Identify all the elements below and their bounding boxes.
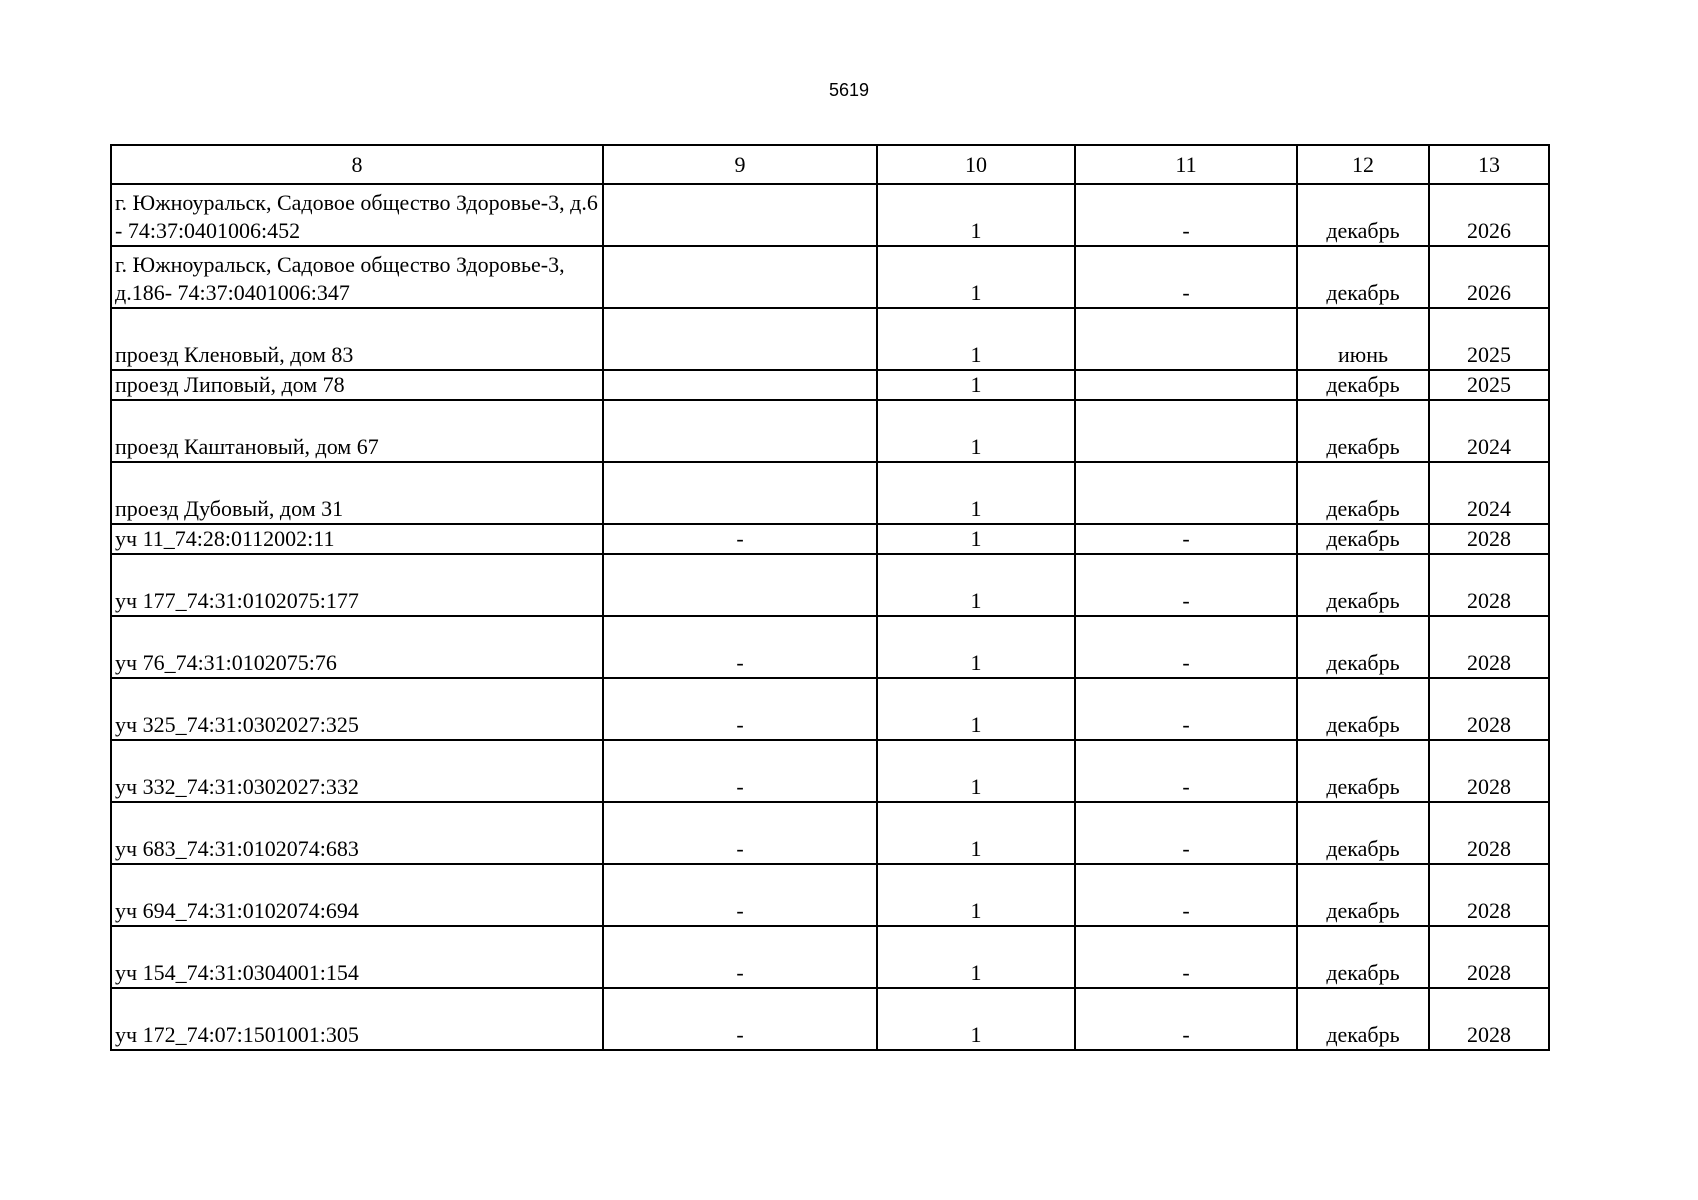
address-cell: уч 325_74:31:0302027:325 <box>111 678 603 740</box>
col10-cell: 1 <box>877 246 1075 308</box>
col10-cell: 1 <box>877 616 1075 678</box>
col10-cell: 1 <box>877 462 1075 524</box>
year-cell: 2028 <box>1429 926 1549 988</box>
col11-cell: - <box>1075 524 1297 554</box>
year-cell: 2024 <box>1429 400 1549 462</box>
year-cell: 2026 <box>1429 184 1549 246</box>
col9-cell: - <box>603 988 877 1050</box>
col11-cell: - <box>1075 988 1297 1050</box>
year-cell: 2028 <box>1429 864 1549 926</box>
col9-cell <box>603 370 877 400</box>
table-row <box>111 184 1549 246</box>
month-cell: декабрь <box>1297 524 1429 554</box>
col10-cell: 1 <box>877 554 1075 616</box>
year-cell: 2028 <box>1429 988 1549 1050</box>
month-cell: декабрь <box>1297 184 1429 246</box>
address-cell: проезд Липовый, дом 78 <box>111 370 603 400</box>
year-cell: 2024 <box>1429 462 1549 524</box>
year-cell: 2028 <box>1429 554 1549 616</box>
table-row <box>111 524 1549 554</box>
col9-cell <box>603 246 877 308</box>
address-cell: проезд Дубовый, дом 31 <box>111 462 603 524</box>
month-cell: декабрь <box>1297 926 1429 988</box>
table-row <box>111 864 1549 926</box>
col9-cell <box>603 400 877 462</box>
month-cell: декабрь <box>1297 400 1429 462</box>
col11-cell: - <box>1075 802 1297 864</box>
column-header: 9 <box>603 145 877 184</box>
col11-cell: - <box>1075 678 1297 740</box>
col9-cell: - <box>603 678 877 740</box>
col10-cell: 1 <box>877 400 1075 462</box>
col9-cell <box>603 554 877 616</box>
table-row <box>111 616 1549 678</box>
col9-cell <box>603 462 877 524</box>
address-cell: уч 76_74:31:0102075:76 <box>111 616 603 678</box>
col11-cell: - <box>1075 864 1297 926</box>
col10-cell: 1 <box>877 370 1075 400</box>
month-cell: декабрь <box>1297 370 1429 400</box>
month-cell: декабрь <box>1297 678 1429 740</box>
col10-cell: 1 <box>877 524 1075 554</box>
year-cell: 2028 <box>1429 616 1549 678</box>
col9-cell: - <box>603 740 877 802</box>
column-header: 8 <box>111 145 603 184</box>
table-row <box>111 462 1549 524</box>
month-cell: декабрь <box>1297 802 1429 864</box>
address-cell: уч 332_74:31:0302027:332 <box>111 740 603 802</box>
col10-cell: 1 <box>877 740 1075 802</box>
year-cell: 2028 <box>1429 802 1549 864</box>
col10-cell: 1 <box>877 184 1075 246</box>
address-cell: проезд Каштановый, дом 67 <box>111 400 603 462</box>
table-row <box>111 554 1549 616</box>
header-row <box>111 145 1549 184</box>
col11-cell: - <box>1075 740 1297 802</box>
table-body <box>111 145 1549 1050</box>
col10-cell: 1 <box>877 926 1075 988</box>
address-cell: г. Южноуральск, Садовое общество Здоровье-3, д.186- 74:37:0401006:347 <box>111 246 603 308</box>
col11-cell: - <box>1075 926 1297 988</box>
year-cell: 2025 <box>1429 370 1549 400</box>
year-cell: 2028 <box>1429 524 1549 554</box>
col11-cell: - <box>1075 554 1297 616</box>
month-cell: декабрь <box>1297 740 1429 802</box>
table-row <box>111 740 1549 802</box>
col9-cell: - <box>603 926 877 988</box>
column-header: 11 <box>1075 145 1297 184</box>
year-cell: 2026 <box>1429 246 1549 308</box>
column-header: 13 <box>1429 145 1549 184</box>
table-row <box>111 926 1549 988</box>
table-row <box>111 246 1549 308</box>
col11-cell <box>1075 370 1297 400</box>
col10-cell: 1 <box>877 678 1075 740</box>
col11-cell: - <box>1075 246 1297 308</box>
address-cell: уч 694_74:31:0102074:694 <box>111 864 603 926</box>
month-cell: декабрь <box>1297 616 1429 678</box>
address-cell: г. Южноуральск, Садовое общество Здоровье-3, д.6 - 74:37:0401006:452 <box>111 184 603 246</box>
col9-cell: - <box>603 864 877 926</box>
month-cell: декабрь <box>1297 988 1429 1050</box>
table-row <box>111 802 1549 864</box>
col10-cell: 1 <box>877 988 1075 1050</box>
table-row <box>111 988 1549 1050</box>
month-cell: июнь <box>1297 308 1429 370</box>
address-cell: проезд Кленовый, дом 83 <box>111 308 603 370</box>
address-cell: уч 683_74:31:0102074:683 <box>111 802 603 864</box>
month-cell: декабрь <box>1297 246 1429 308</box>
col11-cell: - <box>1075 616 1297 678</box>
data-table <box>110 144 1550 1051</box>
col9-cell: - <box>603 616 877 678</box>
address-cell: уч 177_74:31:0102075:177 <box>111 554 603 616</box>
col11-cell: - <box>1075 184 1297 246</box>
col10-cell: 1 <box>877 308 1075 370</box>
address-cell: уч 11_74:28:0112002:11 <box>111 524 603 554</box>
table-row <box>111 400 1549 462</box>
page-number: 5619 <box>828 80 870 100</box>
col9-cell: - <box>603 524 877 554</box>
col11-cell <box>1075 462 1297 524</box>
table-row <box>111 370 1549 400</box>
year-cell: 2028 <box>1429 740 1549 802</box>
col9-cell: - <box>603 802 877 864</box>
table-row <box>111 308 1549 370</box>
year-cell: 2028 <box>1429 678 1549 740</box>
year-cell: 2025 <box>1429 308 1549 370</box>
address-cell: уч 172_74:07:1501001:305 <box>111 988 603 1050</box>
column-header: 10 <box>877 145 1075 184</box>
col11-cell <box>1075 400 1297 462</box>
address-cell: уч 154_74:31:0304001:154 <box>111 926 603 988</box>
table-row <box>111 678 1549 740</box>
column-header: 12 <box>1297 145 1429 184</box>
month-cell: декабрь <box>1297 554 1429 616</box>
col9-cell <box>603 308 877 370</box>
col11-cell <box>1075 308 1297 370</box>
col10-cell: 1 <box>877 864 1075 926</box>
col9-cell <box>603 184 877 246</box>
month-cell: декабрь <box>1297 864 1429 926</box>
month-cell: декабрь <box>1297 462 1429 524</box>
col10-cell: 1 <box>877 802 1075 864</box>
